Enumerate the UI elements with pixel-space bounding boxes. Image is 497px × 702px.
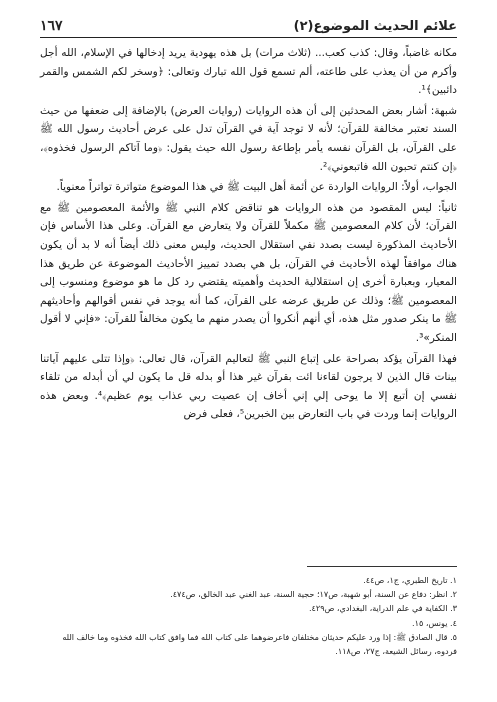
- page-number: ١٦٧: [40, 18, 63, 34]
- paragraph: فهذا القرآن يؤكد بصراحة على إتباع النبي ﷺ لتعاليم القرآن، قال تعالى: ﴿وإذا تتلى عليهم آياتنا بينات قال الذين لا يرجون لقاءنا ائت بقرآن غير هذا أو بدله قل ما يكون لي أن أبدله من تلقاء نفسي إن أتبع إلا ما يوحى إلي إني أخاف إن عصيت ربي عذاب يوم عظيم﴾⁴. وبعض هذه الروايات إنما وردت في باب التعارض بين الخبرين⁵، فعلى فرض: [40, 352, 457, 421]
- footnote: ٥. قال الصادق ﷺ: إذا ورد عليكم حديثان مختلفان فاعرضوهما على كتاب الله فما وافق كتاب الله فخذوه وما خالف الله فردوه، رسائل الشيعة، ج٢٧، ص١١٨.: [62, 631, 457, 657]
- body-text: [40, 44, 457, 424]
- footnote: ٣. الكفاية في علم الدراية، البغدادي، ص٤٢٩.: [308, 603, 457, 614]
- footnote: ٢. انظر: دفاع عن السنة، أبو شهبة، ص١٧؛ حجية السنة، عبد الغني عبد الخالق، ص٤٧٤.: [170, 589, 457, 600]
- paragraph: ثانياً: ليس المقصود من هذه الروايات هو تناقض كلام النبي ﷺ والأئمة المعصومين ﷺ مع القرآن؛ لأن كلام المعصومين ﷺ مكملاً للقرآن ولا يتعارض مع القرآن. وعلى هذا الأساس فإن الأحاديث المذكورة ليست بصدد نفي استقلال الحديث، وليس معنى ذلك أيضاً أنه لا بد أن يكون هناك موافقاً لهذه الأحاديث في القرآن، بل هي بصدد تمييز الأحاديث الموضوعة عن طريق هذا المعيار، وبعبارة أخرى إن استقلالية الحديث وأهميته يقتضي رد كل ما هو موضوع ومنسوب إلى المعصومين ﷺ؛ وذلك عن طريق عرضه على القرآن، كما أنه يوجد في نفس أقوالهم وأحاديثهم ﷺ ما ينكر صدور مثل هذه، أي أنهم أنكروا أن يصدر منهم ما يكون مخالفاً للقرآن: «فإني لا أقول المنكر»³.: [40, 201, 457, 344]
- paragraph: الجواب، أولاً: الروايات الواردة عن أئمة أهل البيت ﷺ في هذا الموضوع متواترة تواتراً معنوياً.: [56, 181, 457, 194]
- footnotes: [40, 566, 457, 658]
- running-title: علائم الحديث الموضوع(٢): [293, 19, 457, 34]
- paragraph: شبهة: أشار بعض المحدثين إلى أن هذه الروايات (روايات العرض) بالإضافة إلى ضعفها من حيث السند تعتبر مخالفة للقرآن؛ لأنه لا توجد آية في القرآن تدل على عرض أحاديث رسول الله ﷺ على القرآن، بل القرآن نفسه يأمر بإطاعة رسول الله حيث يقول: ﴿وما آتاكم الرسول فخذوه﴾، ﴿إن كنتم تحبون الله فاتبعوني﴾².: [40, 104, 457, 173]
- paragraph: مكانه غاضباً، وقال: كذب كعب... (ثلاث مرات) بل هذه يهودية يريد إدخالها في الإسلام، الله أجل وأكرم من أن يعذب على طاعته، ألم تسمع قول الله تبارك وتعالى: ﴿وسخر لكم الشمس والقمر دائبين﴾¹.: [40, 47, 457, 97]
- page-header: [40, 12, 457, 38]
- footnote-divider: [307, 566, 457, 567]
- footnote: ٤. يونس، ١٥.: [412, 617, 457, 628]
- footnote: ١. تاريخ الطبري، ج١، ص٤٤.: [363, 575, 457, 585]
